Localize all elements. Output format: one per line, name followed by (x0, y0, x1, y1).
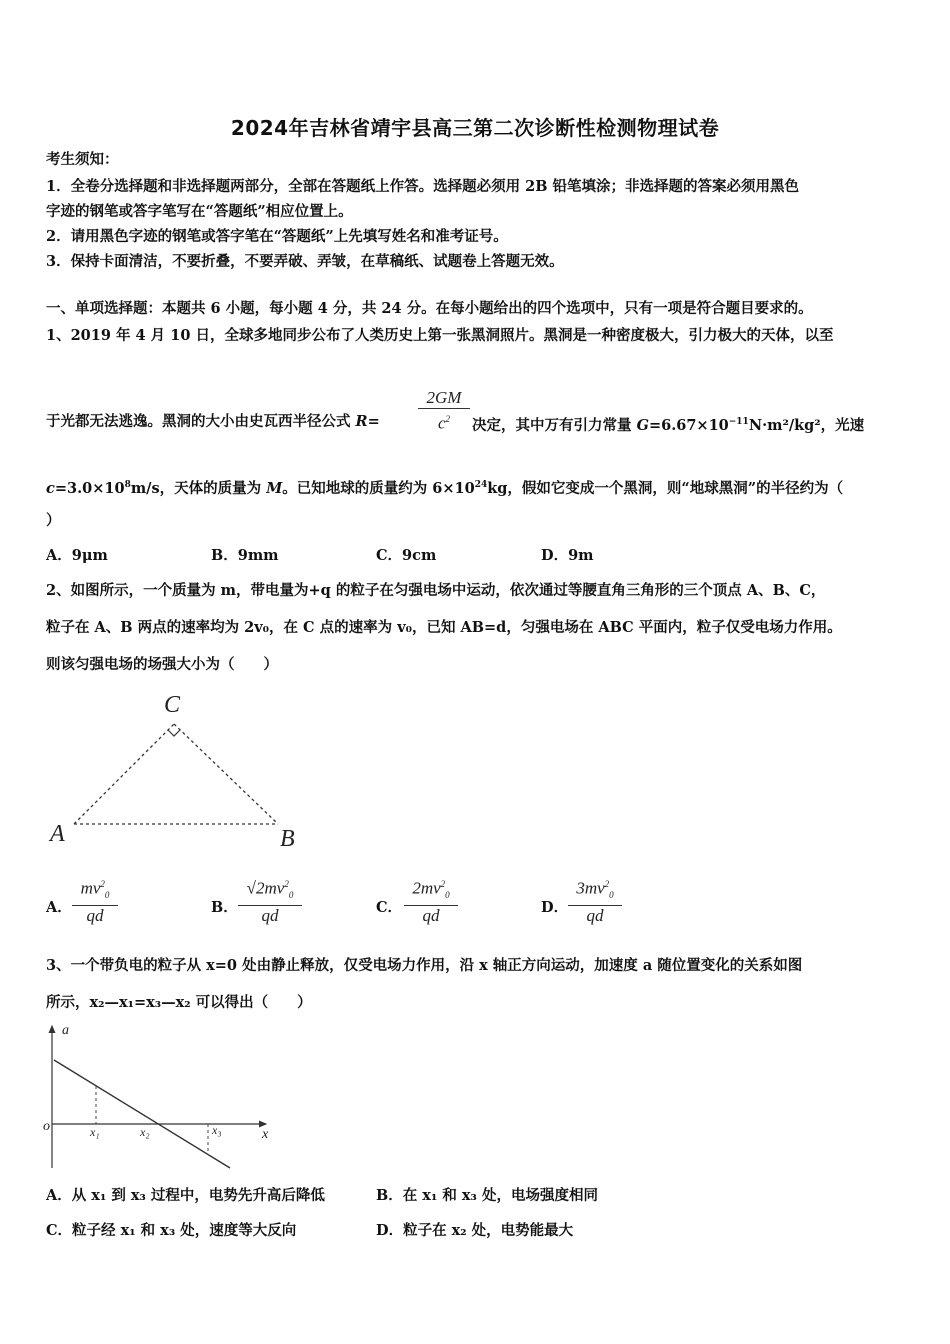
notice-item-1-line-1: 1．全卷分选择题和非选择题两部分，全部在答题纸上作答。选择题必须用 2B 铅笔填涂；非选择题的答案必须用黑色 (46, 178, 800, 195)
x-axis-label: x (262, 1127, 269, 1142)
q2-line-1: 2、如图所示，一个质量为 m，带电量为+q 的粒子在匀强电场中运动，依次通过等腰直角三角形的三个顶点 A、B、C， (46, 582, 826, 599)
q1-option-c[interactable]: C．9cm (376, 547, 437, 564)
q2-line-2: 粒子在 A、B 两点的速率均为 2v₀，在 C 点的速率为 v₀，已知 AB=d，匀强电场在 ABC 平面内，粒子仅受电场力作用。 (46, 619, 842, 636)
q1-line-4: ） (46, 512, 61, 529)
q1-line-1: 1、2019 年 4 月 10 日，全球多地同步公布了人类历史上第一张黑洞照片。黑洞是一种密度极大，引力极大的天体，以至 (46, 327, 834, 344)
r-label: R= (355, 413, 380, 430)
g-unit: N·m²/kg²，光速 (748, 416, 865, 434)
triangle-diagram (40, 688, 320, 858)
q1-line-3: $c=3.0\times 10^8m/s$，天体的质量为 M。已知地球的质量约为 $6\times 10^{24}kg$，假如它变成一个黑洞，则“地球黑洞”的半径约为（ (46, 479, 844, 497)
q3-option-c[interactable]: C．粒子经 x₁ 和 x₃ 处，速度等大反向 (46, 1222, 297, 1239)
x1-tick-label: x₁ (90, 1125, 100, 1139)
x3-tick-label: x₃ (212, 1123, 222, 1137)
q1-option-a[interactable]: A．9μm (46, 547, 108, 564)
q2-option-b-formula[interactable]: $\frac{√2mv^2_0}{qd}$ (238, 874, 302, 926)
q2-option-a-formula[interactable]: $\frac{mv^2_0}{qd}$ (72, 874, 118, 926)
right-angle-mark (168, 730, 180, 736)
side-cb (174, 724, 278, 824)
notice-item-3: 3．保持卡面清洁，不要折叠，不要弄破、弄皱，在草稿纸、试题卷上答题无效。 (46, 253, 564, 270)
q2-option-d-letter[interactable]: D． (541, 899, 569, 916)
notice-item-1-line-2: 字迹的钢笔或答字笔写在“答题纸”相应位置上。 (46, 203, 353, 220)
q3-line-1: 3、一个带负电的粒子从 x=0 处由静止释放，仅受电场力作用，沿 x 轴正方向运动，加速度 a 随位置变化的关系如图 (46, 957, 803, 974)
acceleration-graph (40, 1018, 290, 1176)
q2-option-c-formula[interactable]: $\frac{2mv^2_0}{qd}$ (404, 874, 458, 926)
x2-tick-label: x₂ (140, 1125, 150, 1139)
q1-option-d[interactable]: D．9m (541, 547, 594, 564)
q1-line-2-post: 决定，其中万有引力常量 $G=6.67\times 10^{-11}N\cdot m^2$/kg²，光速 (472, 416, 865, 434)
origin-label: o (43, 1119, 50, 1134)
vertex-a-label: A (50, 821, 65, 847)
page-title: 2024年吉林省靖宇县高三第二次诊断性检测物理试卷 (230, 116, 720, 140)
q2-option-c-letter[interactable]: C． (376, 899, 403, 916)
q1-option-b[interactable]: B．9mm (211, 547, 279, 564)
q3-option-d[interactable]: D．粒子在 x₂ 处，电势能最大 (376, 1222, 574, 1239)
vertex-c-label: C (164, 692, 181, 718)
q2-option-a-letter[interactable]: A． (46, 899, 72, 916)
q1-line-2 (46, 412, 380, 432)
q3-option-a[interactable]: A．从 x₁ 到 x₃ 过程中，电势先升高后降低 (46, 1187, 325, 1204)
a-x-line (54, 1060, 230, 1168)
q3-line-2: 所示，x₂—x₁=x₃—x₂ 可以得出（ ） (46, 994, 312, 1011)
q2-option-b-letter[interactable]: B． (211, 899, 238, 916)
g-value: =6.67×10 (648, 416, 729, 434)
notice-item-2: 2．请用黑色字迹的钢笔或答字笔在“答题纸”上先填写姓名和准考证号。 (46, 228, 508, 245)
side-ac (74, 724, 174, 824)
q3-option-b[interactable]: B．在 x₁ 和 x₃ 处，电场强度相同 (376, 1187, 598, 1204)
formula-numerator: 2GM (426, 388, 462, 407)
q2-line-3: 则该匀强电场的场强大小为（ ） (46, 656, 278, 673)
g-exponent: −11 (728, 417, 749, 427)
notice-heading: 考生须知： (46, 151, 119, 168)
section-heading: 一、单项选择题：本题共 6 小题，每小题 4 分，共 24 分。在每小题给出的四个选项中，只有一项是符合题目要求的。 (46, 300, 813, 317)
a-axis-label: a (62, 1023, 69, 1038)
q1-line-2-pre: 于光都无法逃逸。黑洞的大小由史瓦西半径公式 (46, 413, 356, 430)
schwarzschild-formula (418, 388, 470, 434)
formula-denominator: $c^2$ (418, 408, 470, 434)
g-label: G (636, 416, 649, 434)
q2-option-d-formula[interactable]: $\frac{3mv^2_0}{qd}$ (568, 874, 622, 926)
vertex-b-label: B (280, 826, 295, 852)
